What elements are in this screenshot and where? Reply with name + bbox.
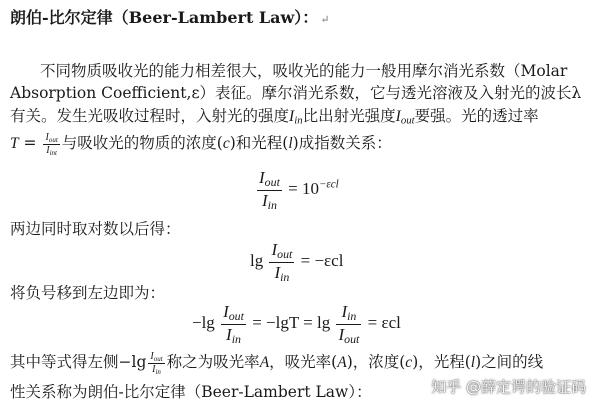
paragraph-mark: ↵ <box>320 13 330 26</box>
paragraph-line-4: T = $\frac{I_{out}}{I_{int}}$ 与吸收光的物质的浓度(c)和光程(l)成指数关系： <box>10 131 392 157</box>
equation-1: $\frac{I_{out}}{I_{in}}$ = $10^{-\varepsilon cl}$ <box>259 168 339 212</box>
equation-3: −lg $\frac{I_{out}}{I_{in}}$ = −lgT = lg $\frac{I_{in}}{I_{out}}$ = εcl <box>192 302 401 346</box>
paragraph-line-1: 不同物质吸收光的能力相差很大，吸收光的能力一般用摩尔消光系数（Molar <box>40 62 568 80</box>
section-heading: 朗伯-比尔定律（Beer-Lambert Law）： ↵ <box>10 8 330 27</box>
transmittance-fraction: $\frac{I_{out}}{I_{int}}$ <box>45 131 58 157</box>
text-take-log: 两边同时取对数以后得： <box>10 220 181 238</box>
paragraph-line-3: 有关。发生光吸收过程时，入射光的强度$I_{in}$比出射光强度$I_{out}$要强。光的透过率 <box>10 107 539 127</box>
watermark: 知乎 @薛定谔的验证码 <box>431 378 586 396</box>
paragraph-4-line-1: 其中等式得左侧−lg $\frac{I_{out}}{I_{in}}$ 称之为吸光率A，吸光率(A)，浓度(c)，光程(l)之间的线 <box>10 350 544 376</box>
paragraph-line-2: Absorption Coefficient,ε）表征。摩尔消光系数，它与透光溶液及入射光的波长λ <box>10 84 582 102</box>
text-move-sign: 将负号移到左边即为： <box>10 284 166 302</box>
paragraph-4-line-2: 性关系称为朗伯-比尔定律（Beer-Lambert Law）： <box>10 383 372 401</box>
equation-2: lg $\frac{I_{out}}{I_{in}}$ = −εcl <box>250 240 344 284</box>
